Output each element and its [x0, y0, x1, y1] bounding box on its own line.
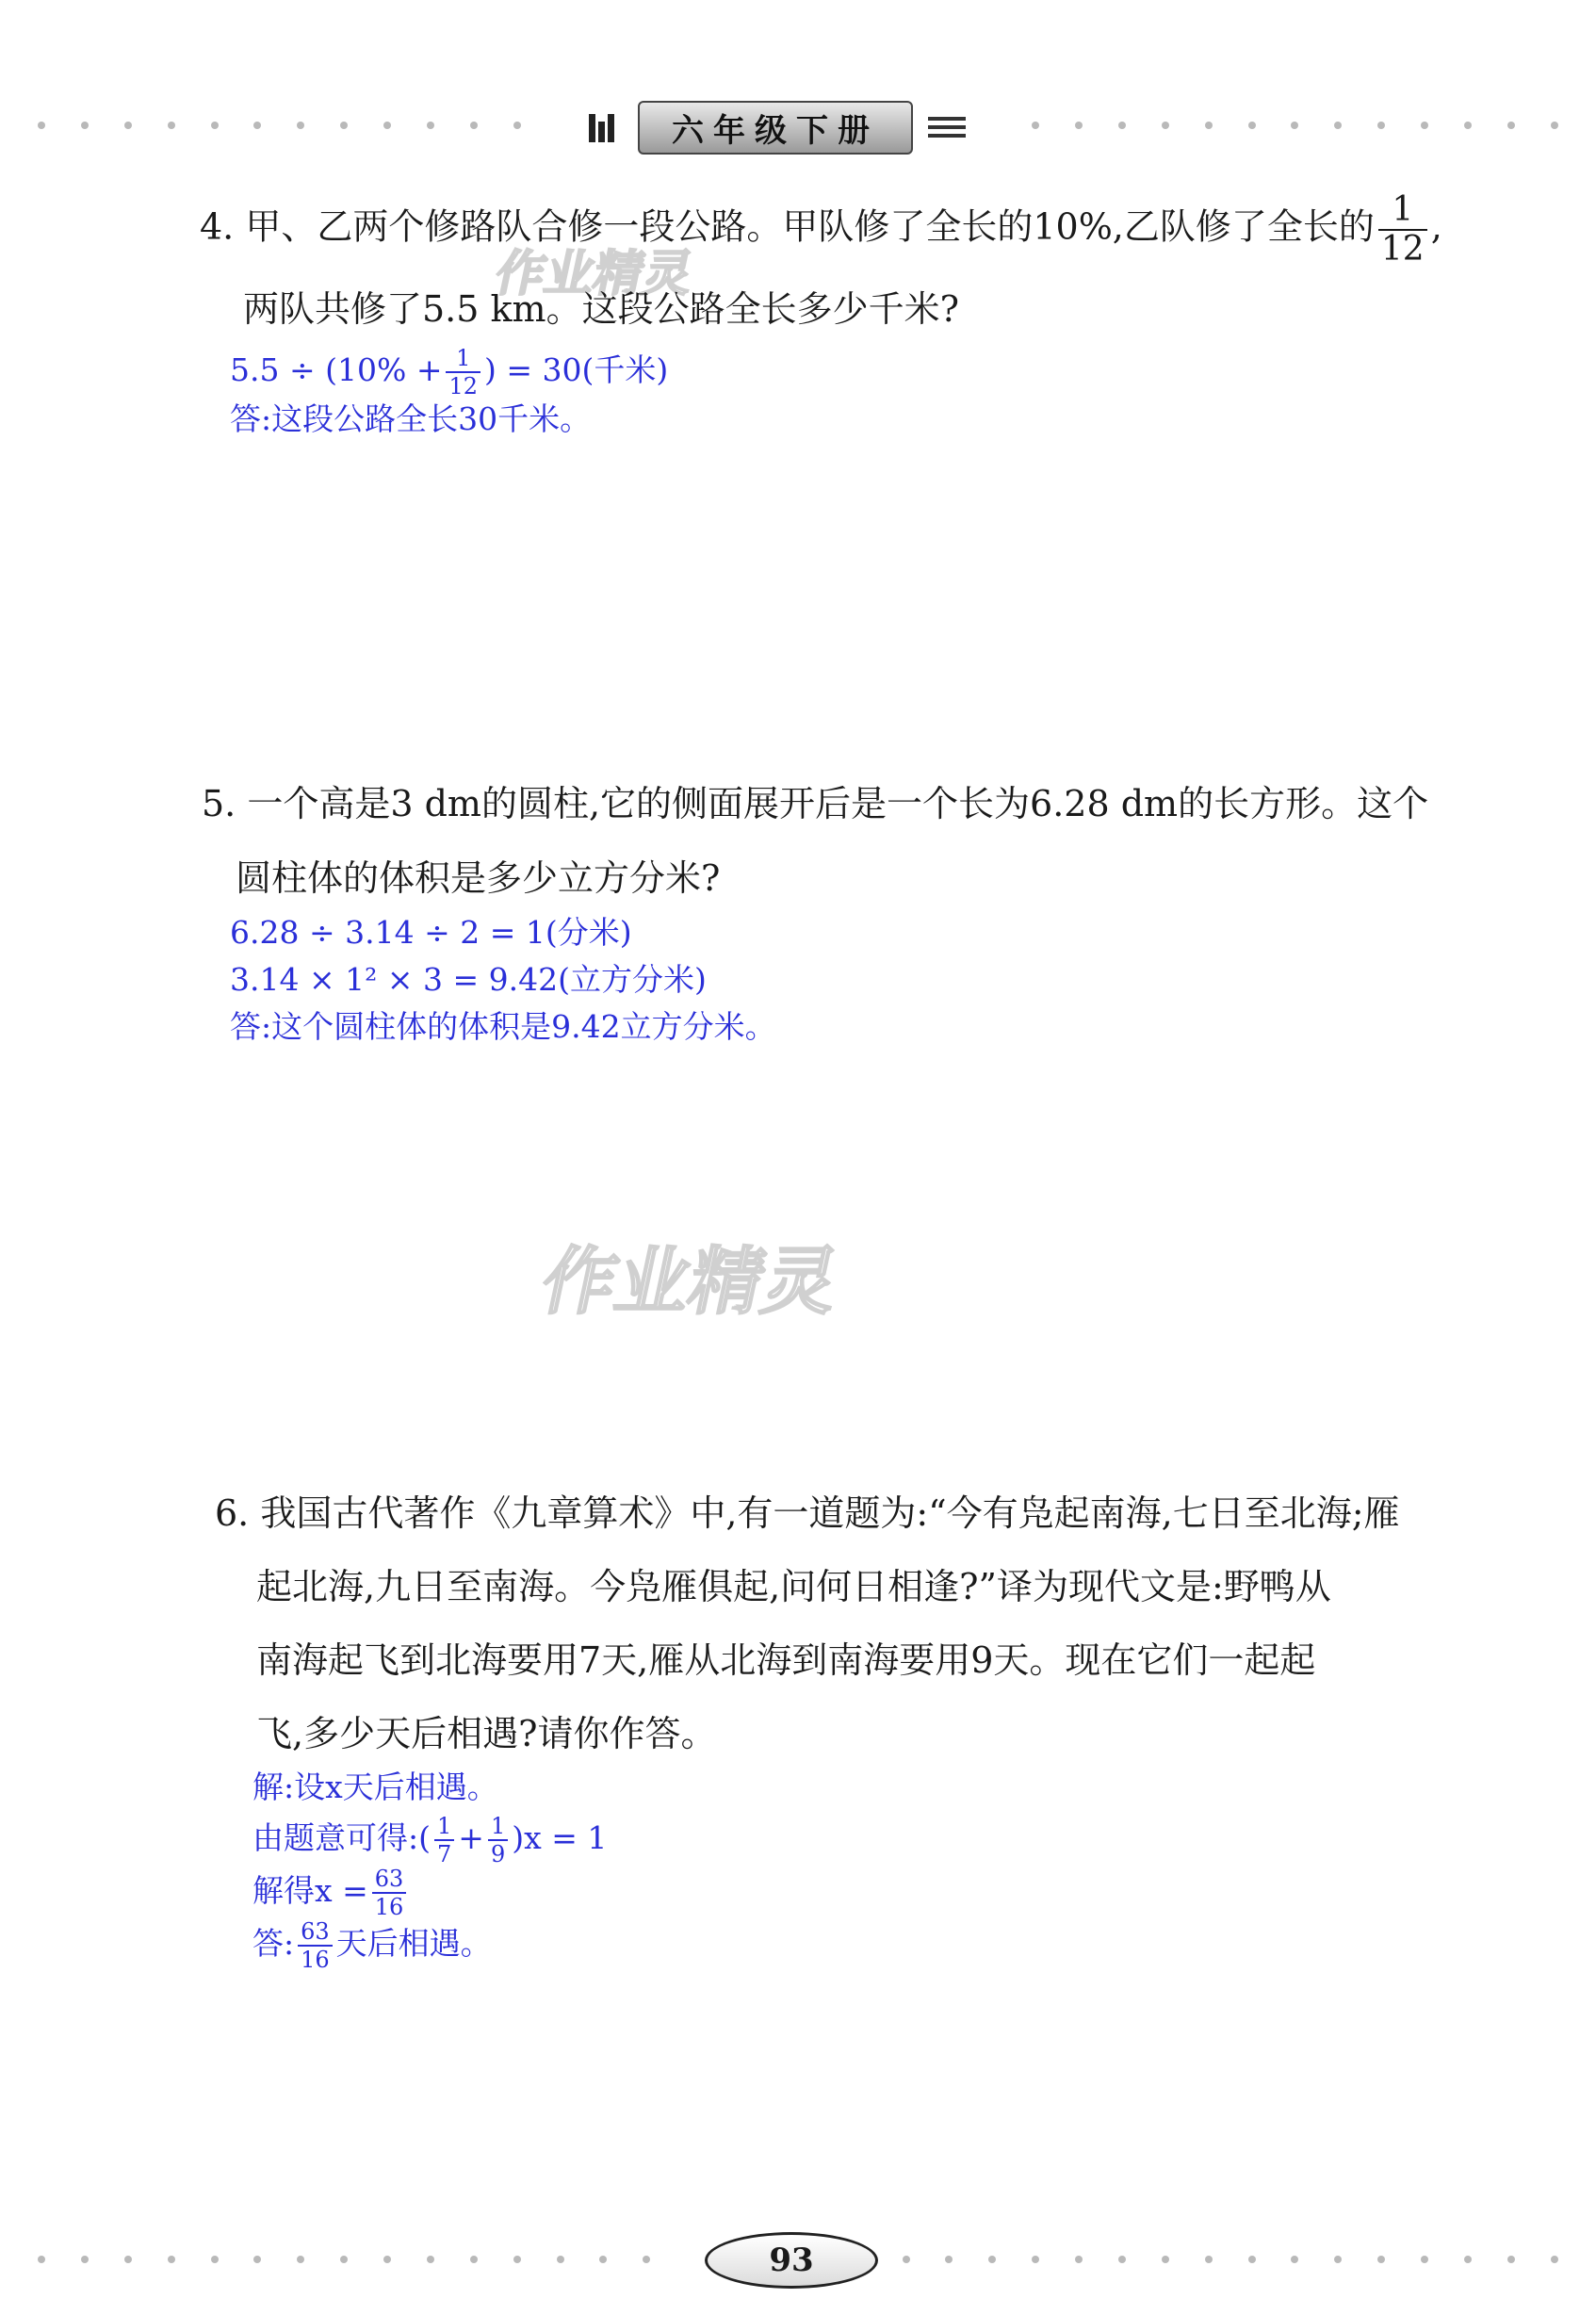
- q6-answer-line3: [252, 1867, 410, 1918]
- dot-ornament: [1291, 2256, 1298, 2263]
- dot-ornament: [643, 2256, 650, 2263]
- dot-ornament: [1464, 2256, 1472, 2263]
- q4-answer-result: ) = 30(千米): [484, 351, 669, 388]
- q6-fraction-2: [488, 1815, 508, 1866]
- q4-fraction: [1378, 190, 1427, 269]
- dot-ornament: [340, 122, 348, 129]
- plus-sign: +: [458, 1819, 484, 1856]
- dot-ornament: [1334, 122, 1342, 129]
- dot-ornament: [1118, 122, 1126, 129]
- watermark-top: 作业精灵: [490, 246, 699, 302]
- q5-answer-line2: 3.14 × 1² × 3 = 9.42(立方分米): [230, 961, 707, 998]
- header-title: 六年级下册: [638, 101, 913, 155]
- fraction-numerator: 1: [488, 1815, 508, 1841]
- dot-ornament: [1118, 2256, 1126, 2263]
- fraction-denominator: 12: [1380, 230, 1425, 269]
- dot-ornament: [427, 2256, 434, 2263]
- q4-punct: ,: [1430, 205, 1442, 248]
- q4-answer-line1: [230, 347, 668, 398]
- dot-ornament: [1377, 122, 1385, 129]
- q6-answer-line4: [252, 1920, 492, 1971]
- dot-ornament: [253, 122, 261, 129]
- dot-ornament: [1205, 2256, 1213, 2263]
- q6-answer-fraction: [298, 1920, 333, 1971]
- header-banner: [546, 102, 1008, 153]
- q6-equation-result: )x = 1: [512, 1819, 608, 1856]
- dot-ornament: [945, 2256, 953, 2263]
- dot-ornament: [1291, 122, 1298, 129]
- q6-solution-text: 解得x =: [252, 1872, 368, 1909]
- q4-line1: [200, 190, 1442, 269]
- fraction-denominator: 16: [301, 1947, 330, 1973]
- dot-ornament: [1032, 122, 1039, 129]
- dot-ornament: [211, 122, 219, 129]
- dot-ornament: [513, 2256, 521, 2263]
- dot-ornament: [427, 122, 434, 129]
- q5-line1: 5. 一个高是3 dm的圆柱,它的侧面展开后是一个长为6.28 dm的长方形。这个: [202, 783, 1429, 824]
- q6-answer-suffix: 天后相遇。: [335, 1925, 492, 1962]
- dot-ornament: [513, 122, 521, 129]
- dot-ornament: [383, 2256, 391, 2263]
- q6-answer-line2: [252, 1815, 607, 1866]
- q6-line4: 飞,多少天后相遇?请你作答。: [256, 1713, 717, 1754]
- q6-line1: 6. 我国古代著作《九章算术》中,有一道题为:“今有凫起南海,七日至北海;雁: [215, 1492, 1400, 1534]
- fraction-denominator: 7: [437, 1841, 452, 1867]
- q5-line2: 圆柱体的体积是多少立方分米?: [236, 857, 721, 899]
- fraction-numerator: 1: [434, 1815, 454, 1841]
- dot-ornament: [1551, 122, 1558, 129]
- q6-answer-line1: 解:设x天后相遇。: [252, 1769, 498, 1805]
- dot-ornament: [124, 2256, 132, 2263]
- dot-ornament: [297, 122, 304, 129]
- dot-ornament: [1162, 122, 1169, 129]
- fraction-numerator: 1: [446, 347, 480, 373]
- q5-answer-line3: 答:这个圆柱体的体积是9.42立方分米。: [230, 1008, 776, 1045]
- dot-ornament: [340, 2256, 348, 2263]
- fraction-denominator: 16: [374, 1894, 404, 1920]
- dot-ornament: [1377, 2256, 1385, 2263]
- dot-ornament: [383, 122, 391, 129]
- fraction-numerator: 63: [298, 1920, 333, 1947]
- dot-ornament: [1464, 122, 1472, 129]
- dot-ornament: [1075, 122, 1083, 129]
- q5-answer-line1: 6.28 ÷ 3.14 ÷ 2 = 1(分米): [230, 914, 632, 951]
- dot-ornament: [81, 122, 89, 129]
- fraction-denominator: 9: [490, 1841, 506, 1867]
- dot-ornament: [1205, 122, 1213, 129]
- watermark-middle: 作业精灵: [533, 1240, 847, 1325]
- dot-ornament: [168, 122, 175, 129]
- q6-answer-prefix: 答:: [252, 1925, 295, 1962]
- q4-answer-fraction: [446, 347, 480, 398]
- dot-ornament: [1248, 122, 1256, 129]
- dot-ornament: [38, 122, 45, 129]
- dot-ornament: [557, 2256, 564, 2263]
- dot-ornament: [81, 2256, 89, 2263]
- q6-line2: 起北海,九日至南海。今凫雁俱起,问何日相逢?”译为现代文是:野鸭从: [256, 1566, 1331, 1607]
- dot-ornament: [124, 122, 132, 129]
- dot-ornament: [253, 2256, 261, 2263]
- dot-ornament: [1507, 2256, 1515, 2263]
- dot-ornament: [470, 2256, 478, 2263]
- dot-ornament: [297, 2256, 304, 2263]
- dot-ornament: [1421, 122, 1428, 129]
- q6-fraction-1: [434, 1815, 454, 1866]
- lines-icon: [928, 117, 966, 138]
- q4-answer-line2: 答:这段公路全长30千米。: [230, 400, 592, 437]
- dot-ornament: [1507, 122, 1515, 129]
- page-number: 93: [705, 2232, 878, 2289]
- dot-ornament: [168, 2256, 175, 2263]
- dot-ornament: [1334, 2256, 1342, 2263]
- dot-ornament: [988, 2256, 996, 2263]
- dot-ornament: [903, 2256, 910, 2263]
- dot-ornament: [1421, 2256, 1428, 2263]
- dot-ornament: [1075, 2256, 1083, 2263]
- dot-ornament: [1032, 2256, 1039, 2263]
- q4-text: 4. 甲、乙两个修路队合修一段公路。甲队修了全长的10%,乙队修了全长的: [200, 205, 1375, 248]
- q6-equation-text: 由题意可得:(: [252, 1819, 431, 1856]
- fraction-numerator: 63: [372, 1867, 407, 1894]
- dot-ornament: [470, 122, 478, 129]
- fraction-denominator: 12: [448, 373, 479, 399]
- dot-ornament: [211, 2256, 219, 2263]
- q4-answer-text: 5.5 ÷ (10% +: [230, 351, 443, 388]
- dot-ornament: [1162, 2256, 1169, 2263]
- dot-ornament: [1248, 2256, 1256, 2263]
- q4-line2: 两队共修了5.5 km。这段公路全长多少千米?: [243, 288, 959, 330]
- dot-ornament: [1551, 2256, 1558, 2263]
- q6-line3: 南海起飞到北海要用7天,雁从北海到南海要用9天。现在它们一起起: [256, 1639, 1316, 1681]
- dot-ornament: [38, 2256, 45, 2263]
- fraction-numerator: 1: [1378, 193, 1427, 231]
- book-icon: [589, 112, 623, 142]
- dot-ornament: [599, 2256, 607, 2263]
- q6-solution-fraction: [372, 1867, 407, 1918]
